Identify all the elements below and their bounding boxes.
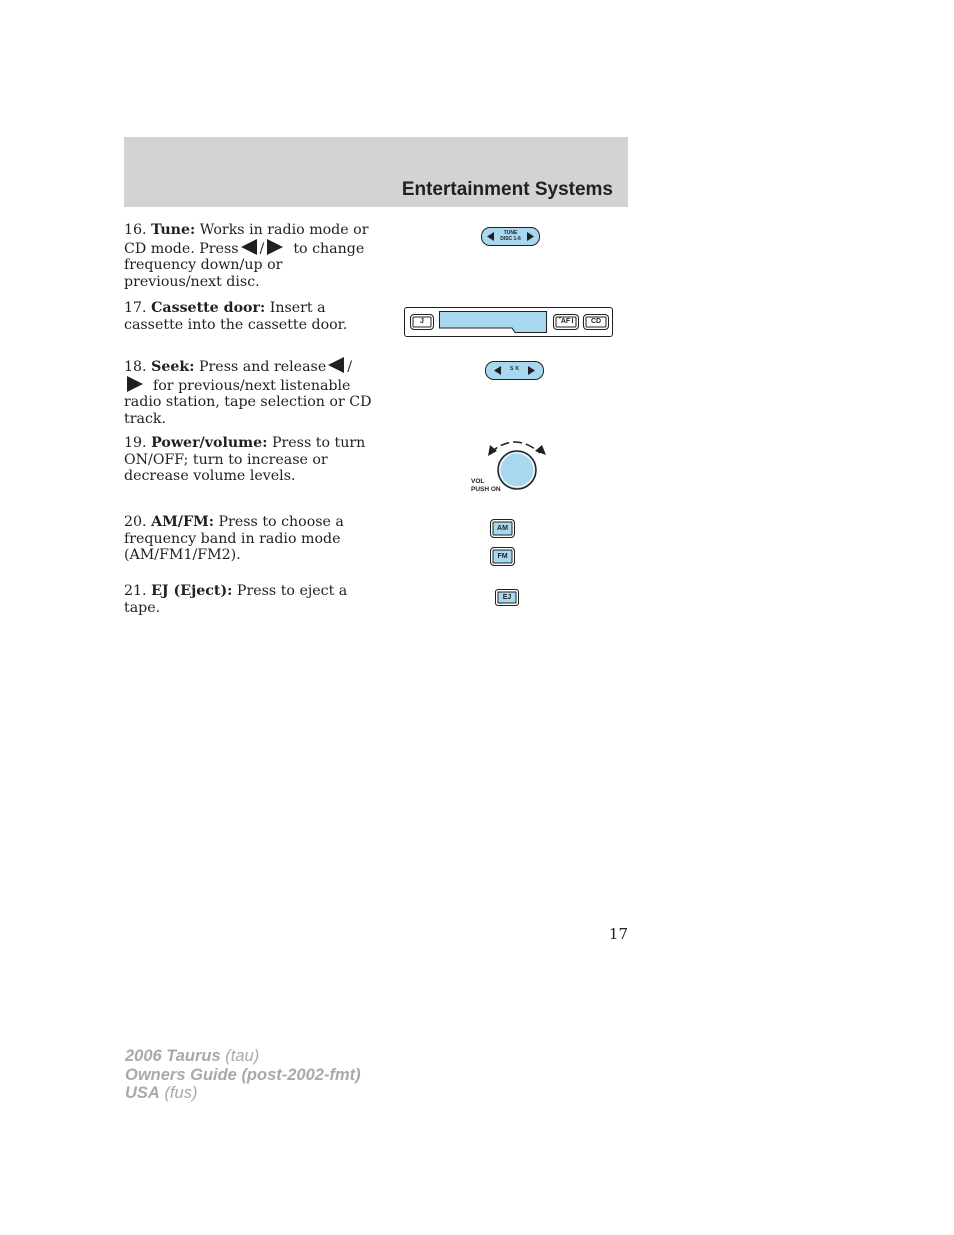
item-cassette-door bbox=[124, 300, 379, 333]
item-text-pre: Press and release bbox=[198, 359, 327, 375]
item-text-pre: Works in radio mode or CD mode. Press bbox=[124, 222, 369, 257]
item-eject bbox=[124, 583, 379, 616]
footer-market: USA bbox=[125, 1084, 160, 1102]
disc-label: DISC 1-6 bbox=[500, 236, 521, 242]
item-sep: / bbox=[259, 240, 265, 257]
section-title: Entertainment Systems bbox=[401, 179, 613, 200]
right-arrow-icon bbox=[267, 239, 283, 255]
footer-model-code: (tau) bbox=[225, 1047, 260, 1065]
item-text-post: for previous/next listenable radio station, tape selection or CD track. bbox=[124, 377, 372, 427]
fm-button-illustration: FM bbox=[490, 547, 515, 566]
item-tune bbox=[124, 222, 379, 290]
push-on-label: PUSH ON bbox=[471, 486, 501, 493]
footer-guide: Owners Guide (post-2002-fmt) bbox=[125, 1065, 361, 1084]
section-header bbox=[124, 137, 628, 207]
item-number: 20. bbox=[124, 514, 147, 530]
item-term: Cassette door: bbox=[151, 300, 266, 316]
page-number: 17 bbox=[608, 925, 628, 943]
cassette-cd-button: CD bbox=[583, 314, 609, 330]
item-term: AM/FM: bbox=[151, 514, 215, 530]
tune-label: TUNE bbox=[503, 230, 518, 236]
seek-label: S K bbox=[510, 366, 519, 372]
am-button-illustration: AM bbox=[490, 519, 515, 538]
vol-label: VOL bbox=[471, 478, 485, 485]
item-term: Seek: bbox=[151, 359, 195, 375]
item-number: 18. bbox=[124, 359, 147, 375]
left-arrow-icon bbox=[328, 357, 344, 373]
item-power-volume bbox=[124, 435, 379, 485]
item-number: 21. bbox=[124, 583, 147, 599]
item-number: 19. bbox=[124, 435, 147, 451]
footer bbox=[125, 1047, 361, 1103]
cassette-left-button: J bbox=[410, 314, 434, 330]
item-text: Press to choose a frequency band in radio mode (AM/FM1/FM2). bbox=[124, 514, 344, 564]
item-term: Power/volume: bbox=[151, 435, 268, 451]
footer-model: 2006 Taurus bbox=[125, 1047, 221, 1065]
eject-button-illustration: EJ bbox=[495, 589, 519, 606]
item-sep: / bbox=[347, 359, 352, 375]
item-number: 17. bbox=[124, 300, 147, 316]
item-text: Insert a cassette into the cassette door. bbox=[124, 300, 348, 333]
item-text: Press to turn ON/OFF; turn to increase or decrease volume levels. bbox=[124, 435, 366, 485]
volume-knob-illustration bbox=[468, 435, 558, 497]
cassette-right-button-1: ˇAF I bbox=[553, 314, 579, 330]
cassette-slot-icon bbox=[439, 311, 547, 333]
item-text: Press to eject a tape. bbox=[124, 583, 348, 616]
left-arrow-icon bbox=[241, 239, 257, 255]
item-seek bbox=[124, 357, 379, 427]
cassette-door-illustration bbox=[404, 307, 613, 337]
item-term: Tune: bbox=[151, 222, 196, 238]
item-text-post: to change frequency down/up or previous/next disc. bbox=[124, 240, 365, 290]
item-am-fm bbox=[124, 514, 379, 564]
right-arrow-icon bbox=[127, 376, 143, 392]
tune-button-illustration bbox=[481, 227, 540, 246]
item-number: 16. bbox=[124, 222, 147, 238]
seek-button-illustration bbox=[485, 361, 544, 380]
item-term: EJ (Eject): bbox=[151, 583, 233, 599]
footer-market-code: (fus) bbox=[164, 1084, 198, 1102]
